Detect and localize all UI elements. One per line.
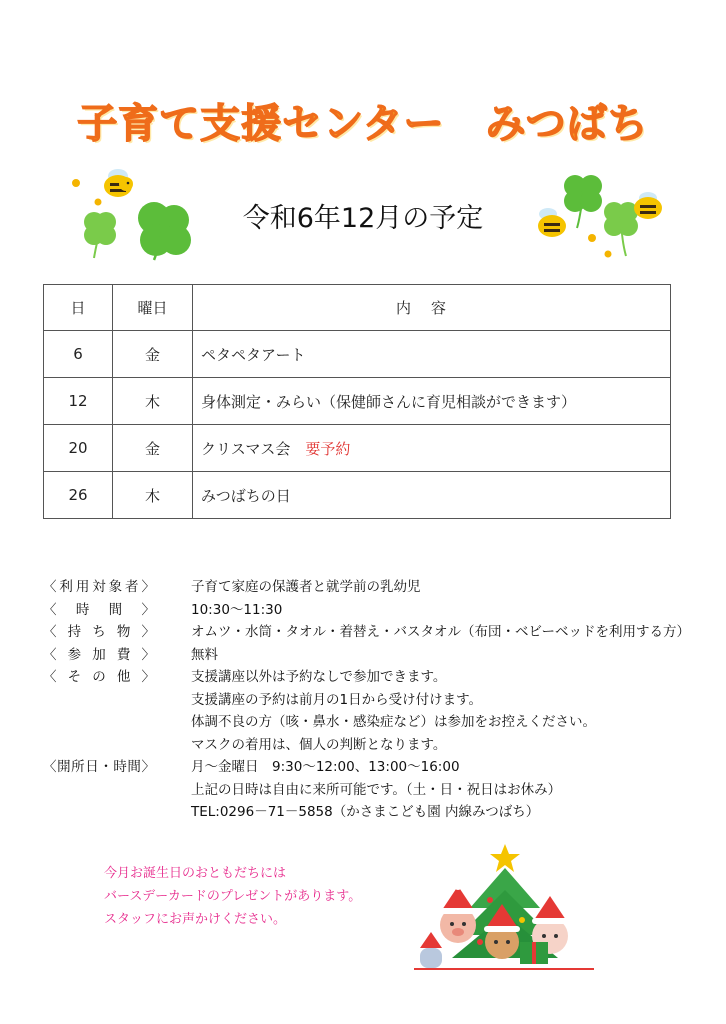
label-char: 〈 — [43, 669, 57, 685]
label-char: 象 — [108, 579, 123, 595]
label-char: 他 — [116, 669, 131, 685]
info-other-line: マスクの着用は、個人の判断となります。 — [191, 736, 447, 753]
row-content-text: ペタペタアート — [201, 345, 306, 364]
christmas-tree-animals-icon — [410, 830, 600, 975]
row-weekday: 木 — [113, 472, 193, 519]
birthday-notice — [104, 862, 361, 931]
birthday-line: 今月お誕生日のおともだちには — [104, 866, 287, 881]
info-items-label — [43, 621, 155, 644]
label-char: 時 — [75, 601, 90, 618]
label-char: 加 — [92, 646, 106, 663]
label-char: 〉 — [141, 646, 155, 663]
row-content-text: 身体測定・みらい（保健師さんに育児相談ができます） — [201, 392, 577, 411]
info-open-label — [43, 756, 155, 779]
schedule-table — [43, 284, 671, 519]
label-char: 費 — [116, 646, 131, 663]
label-char: 間 — [108, 601, 123, 618]
label-char: 〈 — [43, 624, 57, 640]
row-day: 6 — [44, 331, 113, 378]
label-char: 所 — [71, 759, 85, 775]
label-char: ち — [92, 624, 106, 640]
info-target-value: 子育て家庭の保護者と就学前の乳幼児 — [191, 579, 421, 595]
row-day: 12 — [44, 378, 113, 425]
info-time-value: 10:30～11:30 — [191, 601, 283, 618]
info-open-line: 月～金曜日 9:30～12:00、13:00～16:00 — [191, 759, 460, 775]
label-char: 開 — [57, 759, 71, 775]
label-char: 持 — [67, 624, 82, 640]
info-fee-label — [43, 644, 155, 667]
row-content — [193, 331, 671, 378]
label-char: 参 — [67, 646, 82, 663]
info-fee-value: 無料 — [191, 646, 218, 663]
label-char: ・ — [99, 759, 113, 775]
label-char: 利 — [59, 579, 73, 595]
row-content — [193, 472, 671, 519]
label-char: 〉 — [141, 601, 155, 618]
info-phone-line: TEL:0296－71－5858（かさまこども園 内線みつばち） — [191, 804, 540, 820]
schedule-header-row — [44, 285, 671, 331]
info-other-line: 体調不良の方（咳・鼻水・感染症など）は参加をお控えください。 — [191, 714, 596, 730]
label-char: 〈 — [43, 759, 57, 775]
label-char: 〈 — [43, 646, 57, 663]
info-time-label — [43, 599, 155, 622]
label-char: 用 — [75, 579, 90, 595]
label-char: 間 — [127, 759, 141, 775]
header-content: 内容 — [193, 285, 671, 331]
label-char: の — [92, 669, 106, 685]
birthday-line: バースデーカードのプレゼントがあります。 — [104, 889, 362, 904]
label-char: 物 — [116, 624, 131, 640]
birthday-line: スタッフにお声かけください。 — [104, 912, 287, 927]
table-row — [44, 425, 671, 472]
header-weekday: 曜日 — [113, 285, 193, 331]
label-char: 対 — [92, 579, 106, 595]
label-char: 〈 — [43, 579, 57, 595]
row-weekday: 金 — [113, 425, 193, 472]
label-char: 〈 — [43, 601, 57, 618]
label-char: 〉 — [141, 624, 155, 640]
info-other-line: 支援講座の予約は前月の1日から受け付けます。 — [191, 691, 483, 708]
row-weekday: 金 — [113, 331, 193, 378]
row-day: 26 — [44, 472, 113, 519]
schedule-subtitle: 令和6年12月の予定 — [242, 203, 484, 234]
row-weekday: 木 — [113, 378, 193, 425]
clover-bee-right-icon — [530, 168, 670, 263]
label-char: 者 — [125, 579, 139, 595]
row-content-text: クリスマス会 — [201, 439, 291, 458]
row-day: 20 — [44, 425, 113, 472]
row-content-text: みつばちの日 — [201, 486, 291, 505]
info-open-line: 上記の日時は自由に来所可能です。（土・日・祝日はお休み） — [191, 781, 562, 798]
table-row — [44, 331, 671, 378]
header-day: 日 — [44, 285, 113, 331]
page-title: 子育て支援センター みつばち — [77, 101, 649, 147]
label-char: 時 — [113, 759, 127, 775]
info-items-value: オムツ・水筒・タオル・着替え・バスタオル（布団・ベビーベッドを利用する方） — [191, 624, 690, 640]
label-char: 〉 — [141, 759, 155, 775]
label-char: そ — [67, 669, 82, 685]
row-content — [193, 425, 671, 472]
info-target-label — [43, 576, 155, 599]
row-content — [193, 378, 671, 425]
info-other-label — [43, 666, 155, 689]
table-row — [44, 378, 671, 425]
label-char: 〉 — [141, 579, 155, 595]
label-char: 日 — [85, 759, 99, 775]
label-char: 〉 — [141, 669, 155, 685]
info-other-line: 支援講座以外は予約なしで参加できます。 — [191, 669, 447, 685]
reservation-required-note: 要予約 — [305, 439, 351, 458]
table-row — [44, 472, 671, 519]
